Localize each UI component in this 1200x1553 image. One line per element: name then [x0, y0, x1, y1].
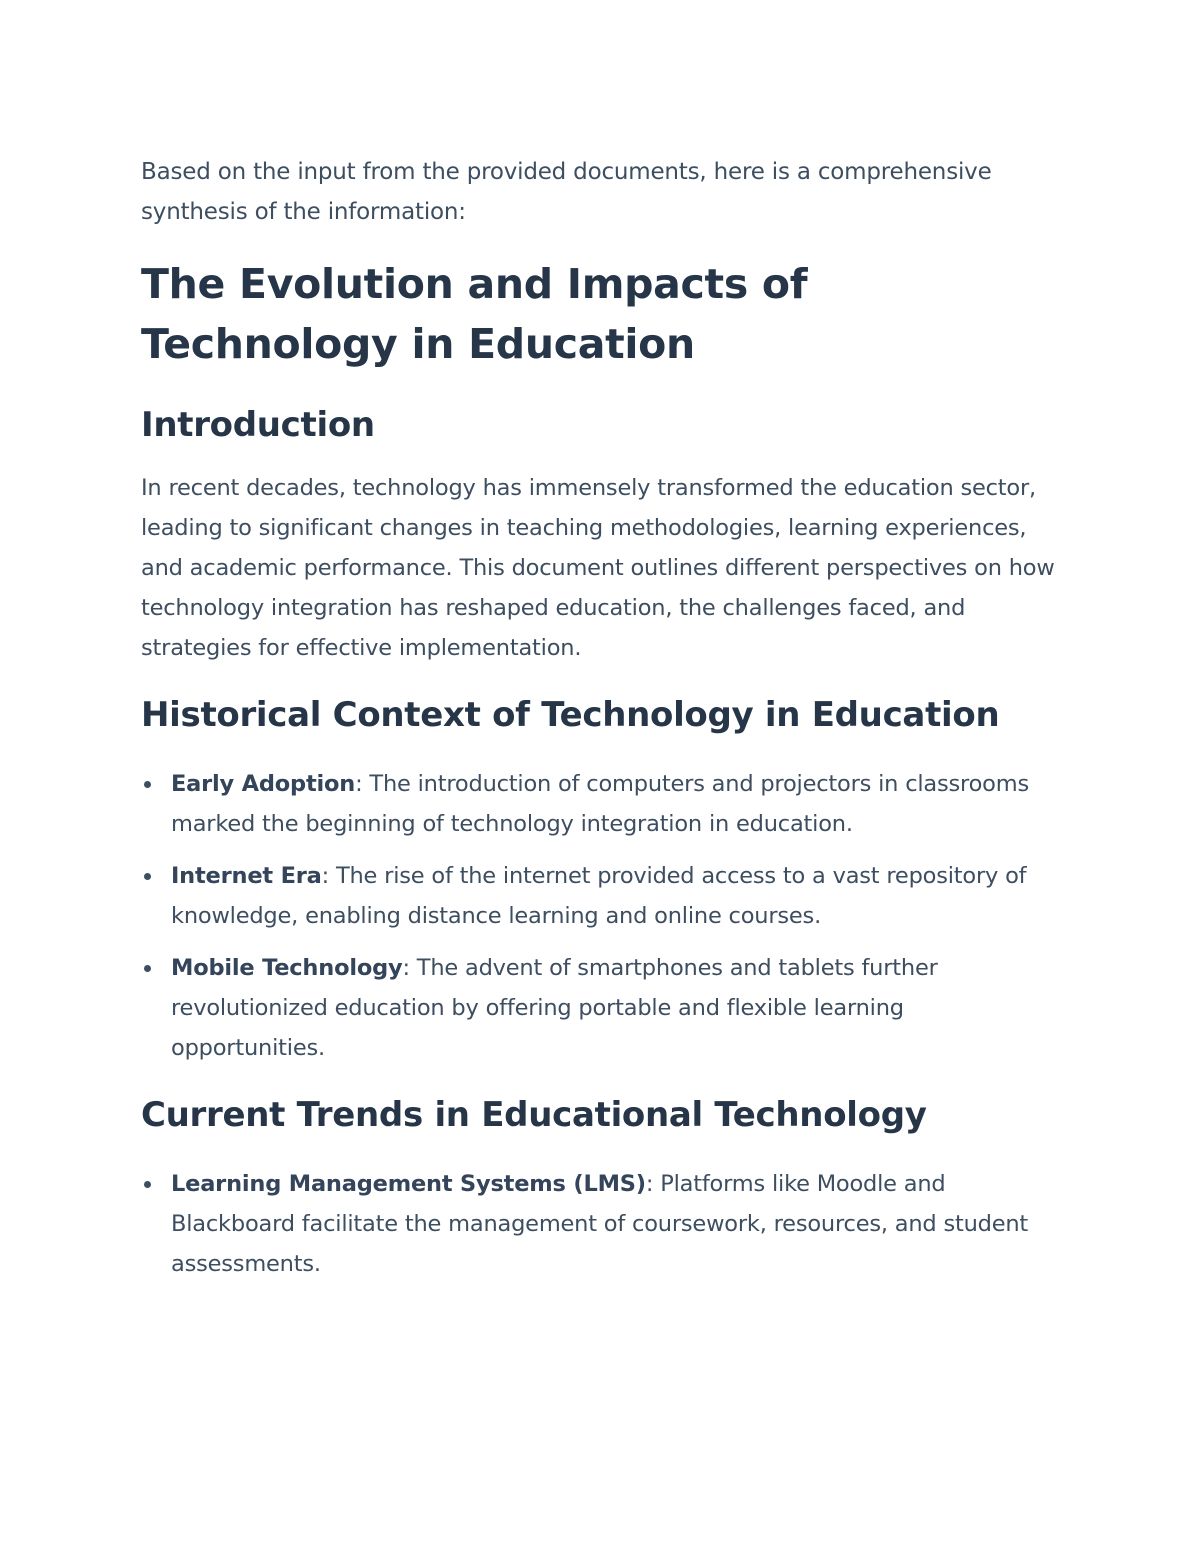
list-item — [141, 856, 1061, 936]
list-item-term: Mobile Technology — [171, 955, 403, 981]
document-page — [141, 152, 1061, 1296]
introduction-paragraph: In recent decades, technology has immensely transformed the education sector, leading to significant changes in teaching methodologies, learning experiences, and academic performance. This document outlines different perspectives on how technology integration has reshaped education, the challenges faced, and strategies for effective implementation. — [141, 475, 1055, 661]
section-heading-trends: Current Trends in Educational Technology — [141, 1095, 927, 1135]
bullet-icon — [144, 873, 151, 880]
bullet-icon — [144, 965, 151, 972]
trends-list — [141, 1164, 1061, 1284]
list-item — [141, 764, 1061, 844]
intro-text: Based on the input from the provided documents, here is a comprehensive synthesis of the information: — [141, 159, 992, 225]
document-title: The Evolution and Impacts of Technology in Education — [141, 260, 808, 368]
section-heading-introduction: Introduction — [141, 405, 375, 445]
list-item — [141, 948, 1061, 1068]
section-heading-history: Historical Context of Technology in Education — [141, 695, 1000, 735]
list-item-text: : The advent of smartphones and tablets further revolutionized education by offering portable and flexible learning opportunities. — [171, 955, 938, 1061]
list-item-term: Learning Management Systems (LMS) — [171, 1171, 646, 1197]
list-item — [141, 1164, 1061, 1284]
list-item-text: : The introduction of computers and projectors in classrooms marked the beginning of technology integration in education. — [171, 771, 1029, 837]
list-item-text: : Platforms like Moodle and Blackboard facilitate the management of coursework, resources, and student assessments. — [171, 1171, 1029, 1277]
list-item-term: Internet Era — [171, 863, 322, 889]
list-item-text: : The rise of the internet provided access to a vast repository of knowledge, enabling distance learning and online courses. — [171, 863, 1027, 929]
bullet-icon — [144, 781, 151, 788]
list-item-term: Early Adoption — [171, 771, 356, 797]
history-list — [141, 764, 1061, 1068]
bullet-icon — [144, 1181, 151, 1188]
